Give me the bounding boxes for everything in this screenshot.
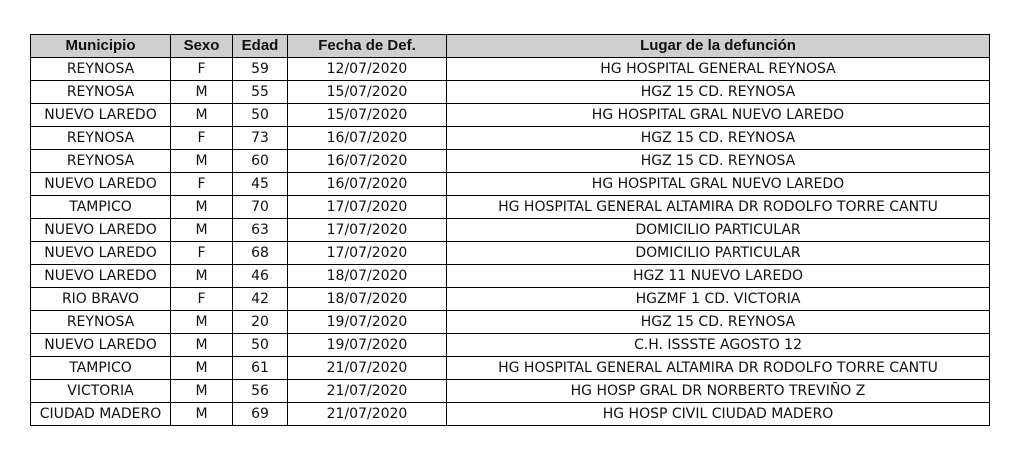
cell-fecha: 18/07/2020 (288, 288, 447, 311)
cell-fecha: 15/07/2020 (288, 81, 447, 104)
cell-lugar: HG HOSPITAL GENERAL ALTAMIRA DR RODOLFO TORRE CANTU (447, 357, 990, 380)
header-municipio: Municipio (31, 35, 171, 58)
header-edad: Edad (233, 35, 288, 58)
table-row (31, 219, 990, 242)
cell-municipio: CIUDAD MADERO (31, 403, 171, 426)
cell-municipio: RIO BRAVO (31, 288, 171, 311)
cell-sexo: M (171, 357, 233, 380)
table-row (31, 173, 990, 196)
cell-fecha: 16/07/2020 (288, 127, 447, 150)
cell-fecha: 17/07/2020 (288, 196, 447, 219)
table-row (31, 81, 990, 104)
table-header-row (31, 35, 990, 58)
table-row (31, 104, 990, 127)
cell-fecha: 16/07/2020 (288, 173, 447, 196)
cell-fecha: 21/07/2020 (288, 357, 447, 380)
cell-lugar: HGZMF 1 CD. VICTORIA (447, 288, 990, 311)
deaths-table (30, 34, 990, 426)
table-row (31, 265, 990, 288)
cell-fecha: 19/07/2020 (288, 311, 447, 334)
cell-municipio: NUEVO LAREDO (31, 104, 171, 127)
cell-edad: 50 (233, 104, 288, 127)
cell-edad: 20 (233, 311, 288, 334)
cell-sexo: M (171, 196, 233, 219)
cell-edad: 63 (233, 219, 288, 242)
cell-municipio: REYNOSA (31, 81, 171, 104)
cell-lugar: HG HOSPITAL GRAL NUEVO LAREDO (447, 104, 990, 127)
cell-municipio: REYNOSA (31, 311, 171, 334)
cell-sexo: M (171, 265, 233, 288)
cell-lugar: HG HOSPITAL GENERAL REYNOSA (447, 58, 990, 81)
cell-sexo: M (171, 219, 233, 242)
cell-lugar: HGZ 15 CD. REYNOSA (447, 127, 990, 150)
table-row (31, 127, 990, 150)
cell-lugar: HG HOSP GRAL DR NORBERTO TREVIÑO Z (447, 380, 990, 403)
cell-lugar: HG HOSPITAL GRAL NUEVO LAREDO (447, 173, 990, 196)
cell-edad: 42 (233, 288, 288, 311)
cell-fecha: 19/07/2020 (288, 334, 447, 357)
cell-fecha: 16/07/2020 (288, 150, 447, 173)
cell-edad: 56 (233, 380, 288, 403)
header-lugar: Lugar de la defunción (447, 35, 990, 58)
table-row (31, 242, 990, 265)
cell-sexo: M (171, 104, 233, 127)
cell-lugar: DOMICILIO PARTICULAR (447, 242, 990, 265)
cell-edad: 50 (233, 334, 288, 357)
cell-sexo: F (171, 173, 233, 196)
cell-edad: 70 (233, 196, 288, 219)
table-row (31, 58, 990, 81)
cell-edad: 45 (233, 173, 288, 196)
cell-lugar: HG HOSP CIVIL CIUDAD MADERO (447, 403, 990, 426)
cell-fecha: 18/07/2020 (288, 265, 447, 288)
cell-edad: 73 (233, 127, 288, 150)
cell-sexo: M (171, 81, 233, 104)
cell-fecha: 17/07/2020 (288, 242, 447, 265)
cell-sexo: M (171, 150, 233, 173)
cell-lugar: HGZ 15 CD. REYNOSA (447, 311, 990, 334)
cell-edad: 59 (233, 58, 288, 81)
header-sexo: Sexo (171, 35, 233, 58)
cell-sexo: M (171, 311, 233, 334)
cell-sexo: M (171, 334, 233, 357)
cell-lugar: HGZ 15 CD. REYNOSA (447, 150, 990, 173)
cell-lugar: DOMICILIO PARTICULAR (447, 219, 990, 242)
table-row (31, 288, 990, 311)
cell-municipio: TAMPICO (31, 196, 171, 219)
cell-sexo: F (171, 127, 233, 150)
cell-municipio: NUEVO LAREDO (31, 173, 171, 196)
cell-edad: 61 (233, 357, 288, 380)
cell-edad: 60 (233, 150, 288, 173)
cell-sexo: F (171, 288, 233, 311)
table-row (31, 403, 990, 426)
cell-municipio: VICTORIA (31, 380, 171, 403)
table-row (31, 150, 990, 173)
table-row (31, 380, 990, 403)
cell-sexo: M (171, 380, 233, 403)
cell-municipio: NUEVO LAREDO (31, 265, 171, 288)
cell-fecha: 12/07/2020 (288, 58, 447, 81)
cell-municipio: REYNOSA (31, 150, 171, 173)
cell-edad: 46 (233, 265, 288, 288)
cell-municipio: NUEVO LAREDO (31, 242, 171, 265)
cell-sexo: F (171, 58, 233, 81)
cell-edad: 69 (233, 403, 288, 426)
cell-municipio: REYNOSA (31, 58, 171, 81)
table-row (31, 311, 990, 334)
table-body (31, 58, 990, 426)
table-row (31, 196, 990, 219)
cell-edad: 55 (233, 81, 288, 104)
cell-lugar: HGZ 15 CD. REYNOSA (447, 81, 990, 104)
cell-sexo: F (171, 242, 233, 265)
cell-fecha: 21/07/2020 (288, 403, 447, 426)
cell-edad: 68 (233, 242, 288, 265)
cell-lugar: HG HOSPITAL GENERAL ALTAMIRA DR RODOLFO TORRE CANTU (447, 196, 990, 219)
header-fecha: Fecha de Def. (288, 35, 447, 58)
cell-lugar: HGZ 11 NUEVO LAREDO (447, 265, 990, 288)
deaths-table-container (30, 34, 990, 426)
table-row (31, 334, 990, 357)
cell-municipio: NUEVO LAREDO (31, 219, 171, 242)
cell-fecha: 17/07/2020 (288, 219, 447, 242)
cell-fecha: 15/07/2020 (288, 104, 447, 127)
cell-sexo: M (171, 403, 233, 426)
cell-municipio: NUEVO LAREDO (31, 334, 171, 357)
table-row (31, 357, 990, 380)
cell-municipio: TAMPICO (31, 357, 171, 380)
cell-fecha: 21/07/2020 (288, 380, 447, 403)
cell-lugar: C.H. ISSSTE AGOSTO 12 (447, 334, 990, 357)
cell-municipio: REYNOSA (31, 127, 171, 150)
